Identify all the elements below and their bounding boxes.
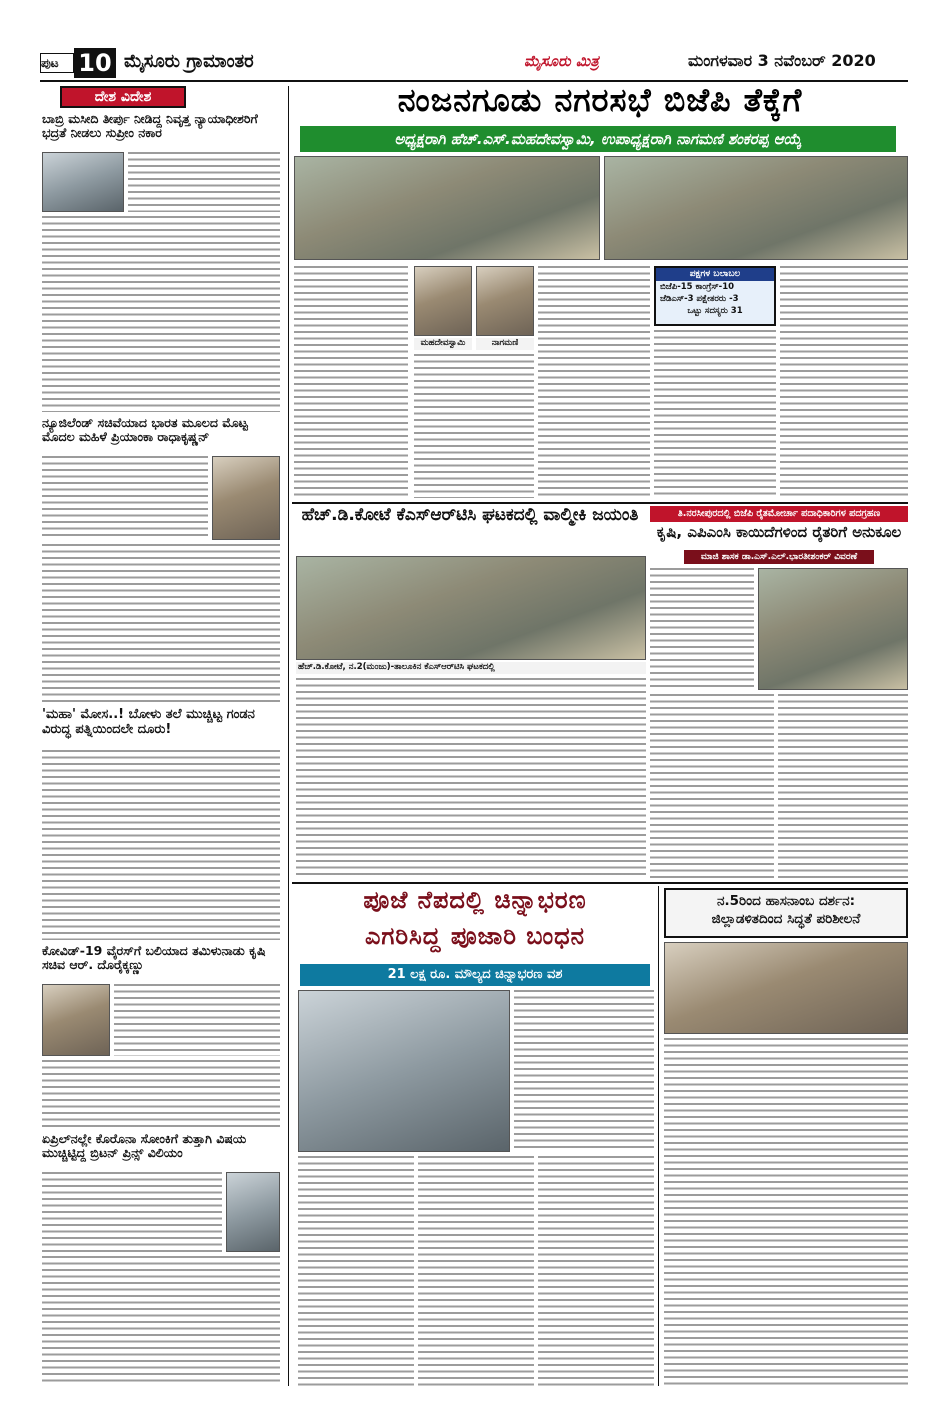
priest-body-col4 [538, 1156, 654, 1386]
story4-body-cont [42, 1060, 280, 1128]
priest-body-col2 [298, 1156, 414, 1386]
apmc-body-col3 [778, 694, 908, 878]
apmc-kicker: ತಿ.ನರಸೀಪುರದಲ್ಲಿ ಬಿಜೆಪಿ ರೈತಮೋರ್ಚಾ ಪದಾಧಿಕಾರಿಗಳ ಪದಗ್ರಹಣ [650, 506, 908, 522]
hasanamba-body [664, 1038, 908, 1386]
valmiki-headline: ಹೆಚ್.ಡಿ.ಕೋಟೆ ಕೆಎಸ್‌ಆರ್‌ಟಿಸಿ ಘಟಕದಲ್ಲಿ ವಾಲ್ಮೀಕಿ ಜಯಂತಿ [301, 506, 639, 525]
mid-rule [292, 882, 908, 884]
story3-body [42, 750, 280, 940]
apmc-headline: ಕೃಷಿ, ಎಪಿಎಂಸಿ ಕಾಯಿದೆಗಳಿಂದ ರೈತರಿಗೆ ಅನುಕೂಲ [656, 524, 902, 541]
masthead [40, 48, 908, 78]
priest-body-col1 [514, 990, 654, 1152]
party-box-row: ಜೆಡಿಎಸ್-3 ಪಕ್ಷೇತರರು -3 [660, 294, 739, 304]
story1-body [128, 152, 280, 212]
apmc-subhead: ಮಾಜಿ ಶಾಸಕ ಡಾ.ಎಸ್.ಎಲ್.ಭಾರತೀಶಂಕರ್ ವಿವರಣೆ [684, 550, 874, 564]
story5-headline: ಏಪ್ರಿಲ್‌ನಲ್ಲೇ ಕೊರೊನಾ ಸೋಂಕಿಗೆ ತುತ್ತಾಗಿ ವಿಷಯ ಮುಚ್ಚಿಟ್ಟಿದ್ದ ಬ್ರಿಟನ್ ಪ್ರಿನ್ಸ್ ವಿಲಿಯಂ [42, 1132, 247, 1161]
hasanamba-headline-line1: ನ.5ರಿಂದ ಹಾಸನಾಂಬ ದರ್ಶನ: [717, 893, 855, 909]
supreme-court-photo [42, 152, 124, 212]
valmiki-photo [296, 556, 646, 660]
lead-body-col4 [654, 330, 776, 498]
priest-headline-line1: ಪೂಜೆ ನೆಪದಲ್ಲಿ ಚಿನ್ನಾಭರಣ [363, 888, 587, 914]
left-column [42, 86, 282, 1386]
story2-body [42, 456, 208, 540]
portrait-mahadevaswamy [414, 266, 472, 336]
story1-body-cont [42, 216, 280, 412]
apmc-photo [758, 568, 908, 690]
lead-headline: ನಂಜನಗೂಡು ನಗರಸಭೆ ಬಿಜೆಪಿ ತೆಕ್ಕೆಗೆ [397, 84, 803, 119]
story5-body-cont [42, 1256, 280, 1386]
hasanamba-photo [664, 942, 908, 1034]
hasanamba-headline-line2: ಜಿಲ್ಲಾಡಳಿತದಿಂದ ಸಿದ್ಧತೆ ಪರಿಶೀಲನೆ [711, 912, 861, 927]
lead-subhead: ಅಧ್ಯಕ್ಷರಾಗಿ ಹೆಚ್.ಎಸ್.ಮಹದೇವಸ್ವಾಮಿ, ಉಪಾಧ್ಯಕ್ಷರಾಗಿ ನಾಗಮಣಿ ಶಂಕರಪ್ಪ ಆಯ್ಕೆ [300, 126, 896, 152]
lead-photo-left [294, 156, 600, 260]
party-box-title: ಪಕ್ಷಗಳ ಬಲಾಬಲ [656, 268, 774, 281]
apmc-body-col1 [650, 568, 754, 690]
portrait-caption-right: ನಾಗಮಣಿ [476, 338, 534, 350]
lead-body-col1 [294, 266, 408, 498]
party-strength-box [654, 266, 776, 326]
portrait-nagamani [476, 266, 534, 336]
party-box-row: ಬಿಜೆಪಿ-15 ಕಾಂಗ್ರೆಸ್-10 [660, 282, 735, 292]
doraikkannu-photo [42, 984, 110, 1056]
story4-headline: ಕೋವಿಡ್-19 ವೈರಸ್‌ಗೆ ಬಲಿಯಾದ ತಮಿಳುನಾಡು ಕೃಷಿ ಸಚಿವ ಆರ್. ದೊರೈಕ್ಕಣ್ಣು [42, 944, 266, 973]
issue-date: ಮಂಗಳವಾರ 3 ನವೆಂಬರ್ 2020 [688, 51, 876, 70]
story5-body [42, 1172, 222, 1252]
story4-body [114, 984, 280, 1056]
priyanka-radhakrishnan-photo [212, 456, 280, 540]
valmiki-caption: ಹೆಚ್.ಡಿ.ಕೋಟೆ, ನ.2(ಮಂಜು)-ತಾಲೂಕಿನ ಕೆಎಸ್‌ಆರ್‌ಟಿಸಿ ಘಟಕದಲ್ಲಿ [296, 662, 646, 674]
lead-photo-right [604, 156, 908, 260]
prince-william-photo [226, 1172, 280, 1252]
story2-headline: ನ್ಯೂಜಿಲೆಂಡ್ ಸಚಿವೆಯಾದ ಭಾರತ ಮೂಲದ ಮೊಟ್ಟ ಮೊದಲ ಮಹಿಳೆ ಪ್ರಿಯಾಂಕಾ ರಾಧಾಕೃಷ್ಣನ್ [42, 416, 248, 445]
column-divider [288, 86, 289, 1386]
story2-body-cont [42, 544, 280, 704]
apmc-body-col2 [650, 694, 774, 878]
lead-body-col2 [414, 354, 534, 498]
hasanamba-headline-box [664, 888, 908, 938]
paper-name: ಮೈಸೂರು ಮಿತ್ರ [524, 52, 599, 70]
party-box-row: ಒಟ್ಟು ಸದಸ್ಯರು 31 [687, 306, 743, 316]
section-name: ಮೈಸೂರು ಗ್ರಾಮಾಂತರ [124, 51, 254, 72]
priest-subhead: 21 ಲಕ್ಷ ರೂ. ಮೌಲ್ಯದ ಚಿನ್ನಾಭರಣ ವಶ [300, 964, 650, 986]
section-badge: ದೇಶ ವಿದೇಶ [60, 86, 186, 108]
lead-body-col3 [538, 266, 650, 498]
valmiki-body [296, 678, 646, 878]
portrait-caption-left: ಮಹದೇವಸ್ವಾಮಿ [414, 338, 472, 350]
page-label: ಪುಟ [40, 53, 74, 73]
priest-body-col3 [418, 1156, 534, 1386]
story1-headline: ಬಾಬ್ರಿ ಮಸೀದಿ ತೀರ್ಪು ನೀಡಿದ್ದ ನಿವೃತ್ತ ನ್ಯಾಯಾಧೀಶರಿಗೆ ಭದ್ರತೆ ನೀಡಲು ಸುಪ್ರೀಂ ನಕಾರ [42, 112, 258, 141]
priest-divider [658, 886, 659, 1386]
priest-headline-line2: ಎಗರಿಸಿದ್ದ ಪೂಜಾರಿ ಬಂಧನ [364, 924, 586, 950]
masthead-rule [40, 80, 908, 82]
priest-photo [298, 990, 510, 1152]
lead-bottom-rule [292, 502, 908, 504]
story3-headline: 'ಮಹಾ' ಮೋಸ..! ಬೋಳು ತಲೆ ಮುಚ್ಚಿಟ್ಟ ಗಂಡನ ವಿರುದ್ಧ ಪತ್ನಿಯಿಂದಲೇ ದೂರು! [42, 708, 255, 737]
lead-body-col5 [780, 266, 908, 498]
page-number: 10 [74, 48, 116, 78]
